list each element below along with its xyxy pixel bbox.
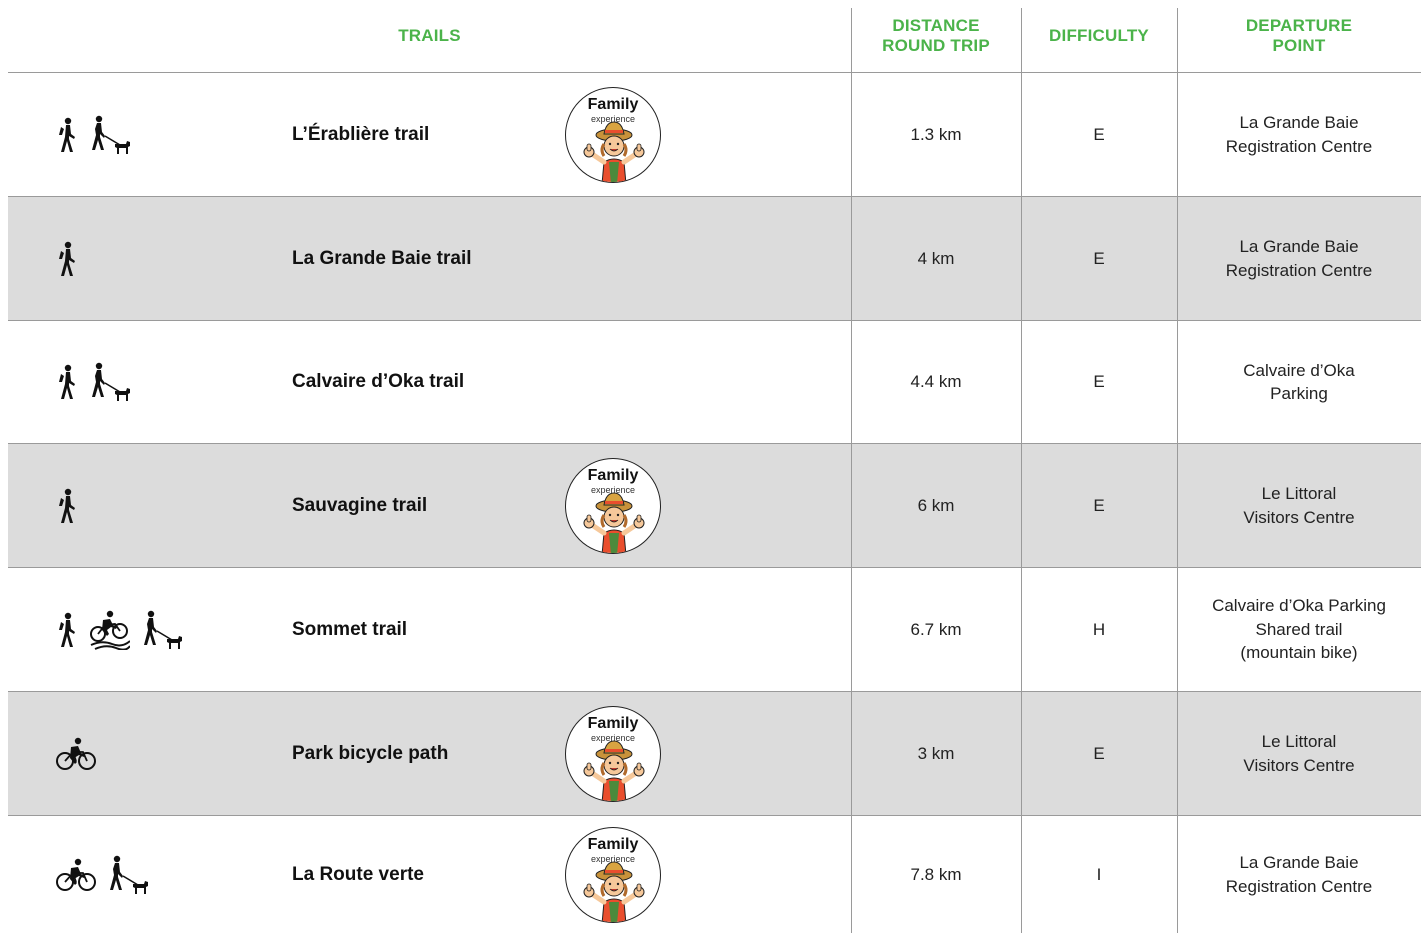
trail-name: La Route verte [292, 863, 424, 885]
badge-title: Family [587, 96, 639, 113]
activity-icons [56, 73, 132, 196]
trail-name: L’Érablière trail [292, 123, 430, 145]
difficulty-cell: I [1096, 864, 1102, 884]
family-experience-badge [565, 827, 661, 923]
table-header [0, 0, 1421, 72]
dog-walker-icon [90, 362, 132, 402]
badge-subtitle: experience [590, 854, 636, 864]
distance-cell: 4.4 km [910, 372, 962, 391]
family-experience-badge [565, 87, 661, 183]
family-experience-badge [565, 706, 661, 802]
distance-cell: 6.7 km [910, 619, 962, 639]
badge-title: Family [587, 467, 639, 484]
distance-cell: 6 km [917, 495, 955, 515]
departure-cell: La Grande Baie Registration Centre [1225, 237, 1373, 280]
trail-name: La Grande Baie trail [292, 247, 472, 269]
badge-title: Family [587, 836, 639, 853]
hiker-icon [56, 241, 78, 277]
badge-subtitle: experience [590, 114, 636, 124]
table-row [8, 72, 1421, 196]
distance-cell: 3 km [917, 743, 955, 763]
column-divider-difficulty [1021, 8, 1022, 933]
hiker-icon [56, 612, 78, 648]
table-row [8, 691, 1421, 815]
distance-cell: 1.3 km [910, 124, 962, 144]
hiker-icon [56, 488, 78, 524]
activity-icons [56, 197, 78, 320]
trail-name: Park bicycle path [292, 742, 449, 764]
difficulty-cell: E [1093, 124, 1105, 144]
departure-cell: La Grande Baie Registration Centre [1225, 113, 1373, 156]
difficulty-cell: E [1093, 248, 1105, 268]
family-experience-badge [565, 458, 661, 554]
badge-title: Family [587, 715, 639, 732]
trail-name: Sommet trail [292, 618, 408, 640]
activity-icons [56, 568, 184, 691]
dog-walker-icon [142, 610, 184, 650]
activity-icons [56, 321, 132, 443]
activity-icons [56, 444, 78, 567]
table-row [8, 815, 1421, 933]
distance-cell: 4 km [917, 248, 955, 268]
hiker-icon [56, 364, 78, 400]
difficulty-cell: E [1093, 495, 1105, 515]
departure-cell: Le Littoral Visitors Centre [1243, 732, 1355, 775]
distance-cell: 7.8 km [910, 864, 962, 884]
header-departure: DEPARTURE POINT [1245, 16, 1353, 55]
table-row [8, 567, 1421, 691]
cyclist-icon [56, 737, 96, 771]
cyclist-icon [56, 858, 96, 892]
column-divider-departure [1177, 8, 1178, 933]
dog-walker-icon [108, 855, 150, 895]
activity-icons [56, 816, 150, 933]
table-row [8, 196, 1421, 320]
column-divider-distance [851, 8, 852, 933]
difficulty-cell: H [1092, 619, 1106, 639]
header-trails: TRAILS [398, 26, 461, 45]
departure-cell: La Grande Baie Registration Centre [1225, 853, 1373, 896]
difficulty-cell: E [1093, 372, 1105, 391]
activity-icons [56, 692, 96, 815]
departure-cell: Calvaire d’Oka Parking Shared trail (mountain bike) [1212, 596, 1386, 663]
badge-subtitle: experience [590, 485, 636, 495]
trail-name: Sauvagine trail [292, 494, 428, 516]
hiker-icon [56, 117, 78, 153]
trail-name: Calvaire d’Oka trail [292, 371, 465, 392]
header-difficulty: DIFFICULTY [1049, 26, 1149, 45]
mountain-bike-icon [90, 610, 130, 650]
dog-walker-icon [90, 115, 132, 155]
table-row [8, 320, 1421, 443]
difficulty-cell: E [1093, 743, 1105, 763]
departure-cell: Calvaire d’Oka Parking [1243, 360, 1355, 403]
table-row [8, 443, 1421, 567]
header-distance: DISTANCE ROUND TRIP [882, 16, 990, 55]
departure-cell: Le Littoral Visitors Centre [1243, 484, 1355, 527]
badge-subtitle: experience [590, 733, 636, 743]
